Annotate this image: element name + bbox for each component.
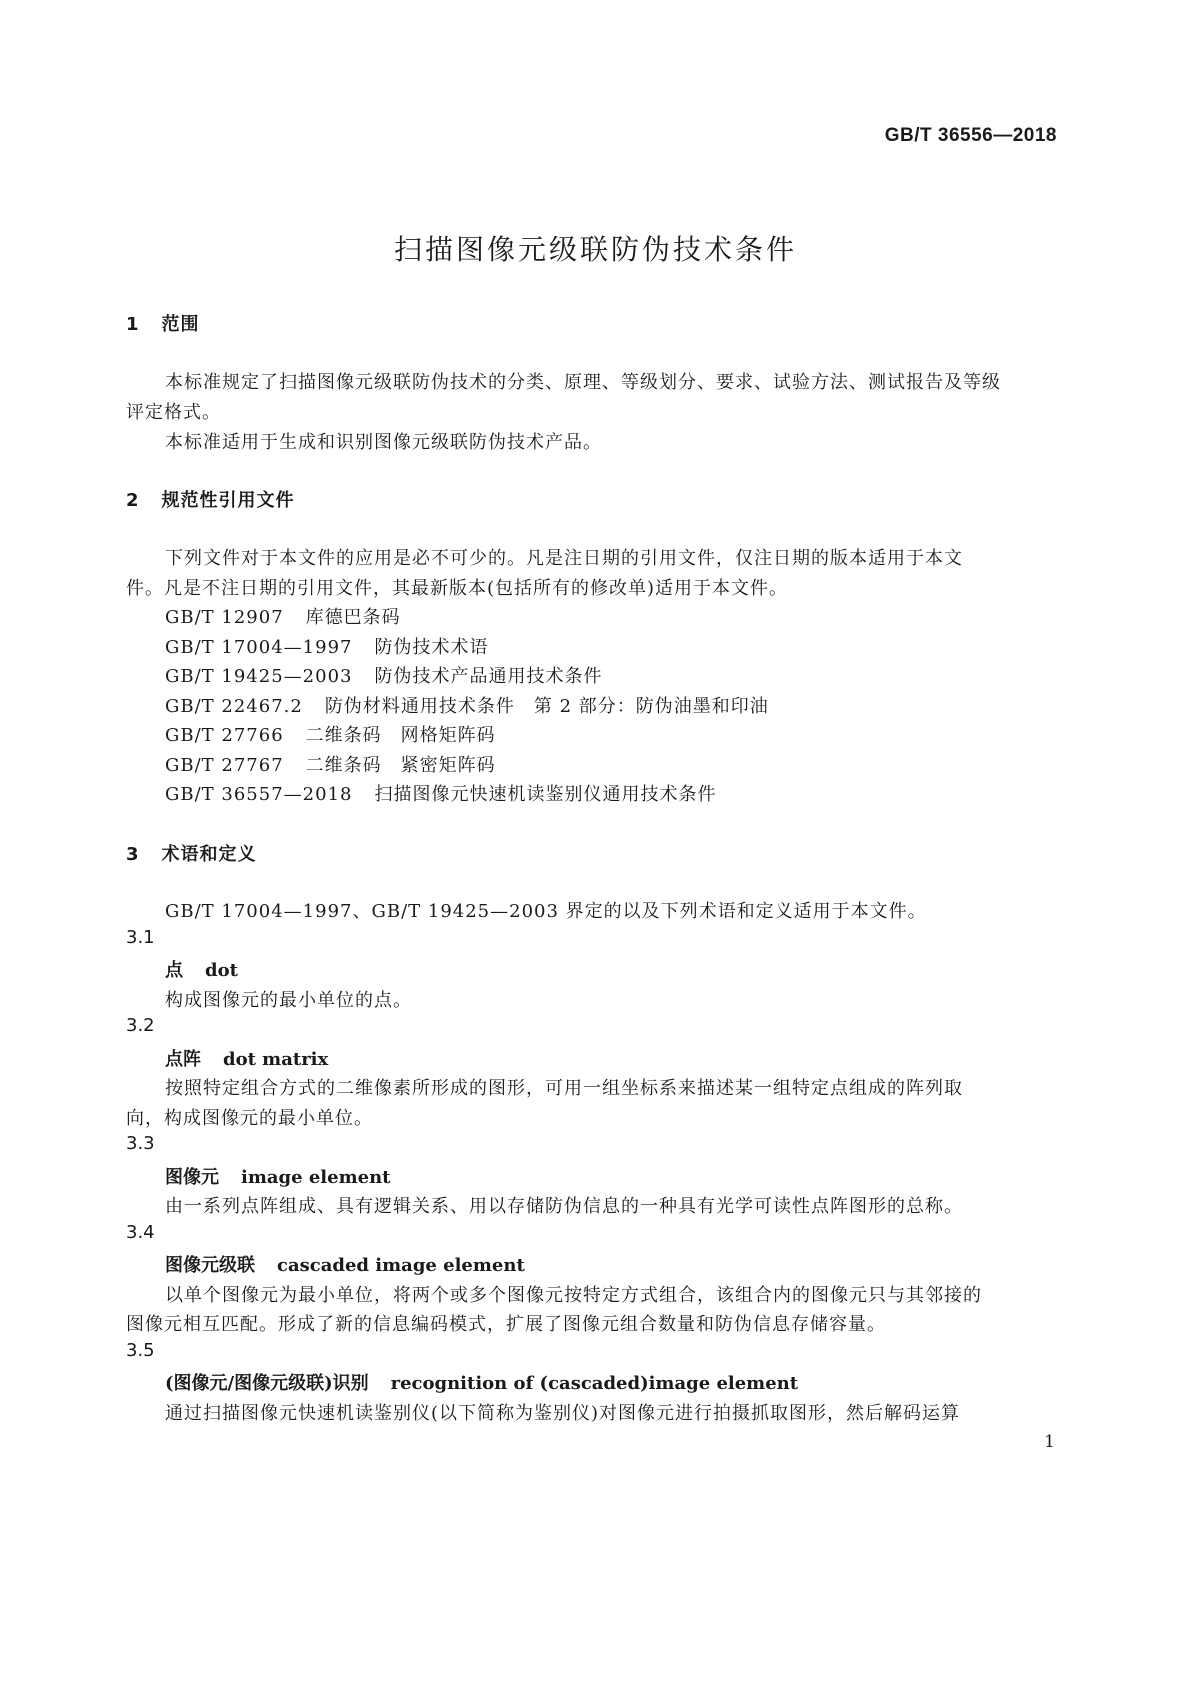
reference-item bbox=[165, 780, 716, 806]
reference-name: 扫描图像元快速机读鉴别仪通用技术条件 bbox=[374, 784, 717, 805]
reference-item bbox=[165, 662, 602, 688]
standard-number: GB/T 36556—2018 bbox=[884, 125, 1057, 146]
reference-item bbox=[165, 603, 401, 629]
section-title: 术语和定义 bbox=[161, 844, 257, 865]
term-heading bbox=[165, 956, 238, 982]
term-number: 3.4 bbox=[126, 1222, 155, 1243]
paragraph-line: 本标准适用于生成和识别图像元级联防伪技术产品。 bbox=[165, 432, 602, 453]
definition-line: 通过扫描图像元快速机读鉴别仪(以下简称为鉴别仪)对图像元进行拍摄抓取图形，然后解码运算 bbox=[165, 1403, 961, 1424]
definition-line: 按照特定组合方式的二维像素所形成的图形，可用一组坐标系来描述某一组特定点组成的阵列取 bbox=[165, 1078, 963, 1099]
reference-name: 二维条码 网格矩阵码 bbox=[305, 725, 496, 746]
term-en: recognition of (cascaded)image element bbox=[390, 1373, 799, 1394]
term-zh: (图像元/图像元级联)识别 bbox=[165, 1373, 369, 1394]
section-number: 3 bbox=[126, 844, 140, 865]
paragraph-line: 本标准规定了扫描图像元级联防伪技术的分类、原理、等级划分、要求、试验方法、测试报告及等级 bbox=[165, 372, 1001, 393]
paragraph-line: 件。凡是不注日期的引用文件，其最新版本(包括所有的修改单)适用于本文件。 bbox=[126, 578, 789, 599]
reference-code: GB/T 27767 bbox=[165, 755, 284, 776]
reference-name: 二维条码 紧密矩阵码 bbox=[305, 755, 496, 776]
reference-name: 防伪材料通用技术条件 第 2 部分：防伪油墨和印油 bbox=[324, 696, 769, 717]
reference-item bbox=[165, 751, 496, 777]
definition-line: 以单个图像元为最小单位，将两个或多个图像元按特定方式组合，该组合内的图像元只与其邻接的 bbox=[165, 1285, 982, 1306]
reference-item bbox=[165, 633, 488, 659]
section-3-heading bbox=[126, 840, 257, 866]
reference-code: GB/T 22467.2 bbox=[165, 696, 303, 717]
term-zh: 图像元级联 bbox=[165, 1255, 255, 1276]
paragraph-line: GB/T 17004—1997、GB/T 19425—2003 界定的以及下列术语和定义适用于本文件。 bbox=[165, 901, 927, 922]
reference-name: 库德巴条码 bbox=[305, 607, 401, 628]
paragraph-line: 评定格式。 bbox=[126, 402, 221, 423]
section-number: 2 bbox=[126, 490, 140, 511]
document-title: 扫描图像元级联防伪技术条件 bbox=[393, 233, 797, 266]
paragraph-line: 下列文件对于本文件的应用是必不可少的。凡是注日期的引用文件，仅注日期的版本适用于本文 bbox=[165, 548, 963, 569]
term-heading bbox=[165, 1251, 525, 1277]
term-number: 3.1 bbox=[126, 927, 155, 948]
term-number: 3.5 bbox=[126, 1340, 155, 1361]
definition-line: 构成图像元的最小单位的点。 bbox=[165, 990, 412, 1011]
reference-name: 防伪技术产品通用技术条件 bbox=[374, 666, 603, 687]
reference-code: GB/T 36557—2018 bbox=[165, 784, 353, 805]
reference-item bbox=[165, 692, 769, 718]
term-number: 3.3 bbox=[126, 1133, 155, 1154]
definition-line: 由一系列点阵组成、具有逻辑关系、用以存储防伪信息的一种具有光学可读性点阵图形的总称。 bbox=[165, 1196, 963, 1217]
definition-line: 向，构成图像元的最小单位。 bbox=[126, 1108, 373, 1129]
term-heading bbox=[165, 1045, 328, 1071]
term-zh: 点阵 bbox=[165, 1049, 201, 1070]
term-heading bbox=[165, 1163, 391, 1189]
reference-code: GB/T 27766 bbox=[165, 725, 284, 746]
term-heading bbox=[165, 1369, 798, 1395]
term-en: dot bbox=[205, 960, 238, 981]
reference-code: GB/T 19425—2003 bbox=[165, 666, 353, 687]
term-en: dot matrix bbox=[223, 1049, 329, 1070]
reference-name: 防伪技术术语 bbox=[374, 637, 489, 658]
section-title: 范围 bbox=[161, 314, 200, 335]
section-1-heading bbox=[126, 310, 200, 336]
reference-code: GB/T 17004—1997 bbox=[165, 637, 353, 658]
term-zh: 图像元 bbox=[165, 1167, 219, 1188]
term-en: image element bbox=[241, 1167, 391, 1188]
term-en: cascaded image element bbox=[277, 1255, 525, 1276]
section-title: 规范性引用文件 bbox=[161, 490, 295, 511]
reference-item bbox=[165, 721, 496, 747]
section-2-heading bbox=[126, 486, 295, 512]
term-zh: 点 bbox=[165, 960, 183, 981]
term-number: 3.2 bbox=[126, 1015, 155, 1036]
section-number: 1 bbox=[126, 314, 140, 335]
reference-code: GB/T 12907 bbox=[165, 607, 284, 628]
page-number: 1 bbox=[1044, 1432, 1055, 1452]
definition-line: 图像元相互匹配。形成了新的信息编码模式，扩展了图像元组合数量和防伪信息存储容量。 bbox=[126, 1314, 886, 1335]
